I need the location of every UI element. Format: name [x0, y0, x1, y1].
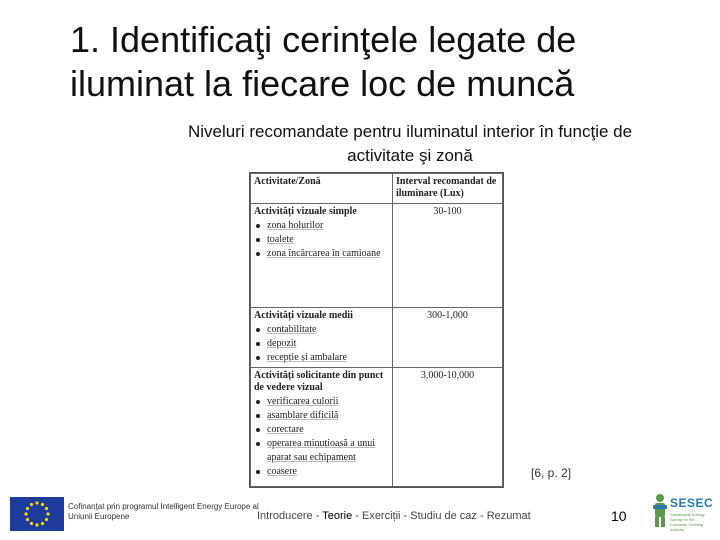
lux-range: 300-1,000	[427, 310, 468, 322]
list-item: verificarea culorii	[267, 395, 389, 409]
list-item: toalete	[267, 233, 389, 247]
sesec-figure-icon	[650, 493, 670, 529]
table-row	[251, 368, 503, 487]
activity-list	[254, 323, 389, 365]
page-number: 10	[611, 508, 627, 524]
activity-cell	[251, 204, 393, 308]
group-heading: Activități solicitante din punct de vedere vizual	[254, 370, 384, 394]
list-item: contabilitate	[267, 323, 389, 337]
eu-stars-icon	[10, 497, 64, 531]
activity-list	[254, 395, 389, 479]
lux-table	[250, 173, 503, 487]
nav-theory-active[interactable]: Teorie	[322, 510, 353, 522]
eu-cofinancing-note: Cofinanţat prin programul Intelligent Energy Europe al Uniunii Europene	[68, 502, 259, 521]
list-item: zona încărcarea în camioane	[267, 247, 389, 261]
slide-subtitle	[110, 120, 710, 168]
sesec-logo-text: SESEC	[670, 496, 714, 510]
section-navigation	[257, 510, 531, 522]
group-heading: Activități vizuale simple	[254, 206, 357, 218]
group-heading: Activități vizuale medii	[254, 310, 353, 322]
list-item: recepție și ambalare	[267, 351, 389, 365]
header-lux-range: Interval recomandat de iluminare (Lux)	[393, 174, 503, 204]
eu-flag-icon	[10, 497, 64, 531]
activity-cell	[251, 368, 393, 487]
range-cell	[393, 204, 503, 308]
activity-list	[254, 219, 389, 261]
list-item: coasere	[267, 465, 389, 479]
list-item: zona holurilor	[267, 219, 389, 233]
slide-title	[70, 18, 700, 106]
lux-range: 3,000-10,000	[420, 370, 475, 382]
header-activity: Activitate/Zonă	[251, 174, 393, 204]
slide-subtitle-line-1: Niveluri recomandate pentru iluminatul interior în funcţie de	[187, 122, 633, 141]
sesec-logo-subtext: Sustainable Energy Saving for the European Clothing Industry	[670, 512, 705, 532]
list-item: corectare	[267, 423, 389, 437]
source-citation: [6, p. 2]	[531, 466, 572, 480]
slide-title-line-2: iluminat la fiecare loc de muncă	[70, 63, 575, 104]
range-cell	[393, 368, 503, 487]
nav-rest[interactable]: - Exerciții - Studiu de caz - Rezumat	[352, 510, 531, 522]
slide-title-line-1: 1. Identificaţi cerinţele legate de	[70, 19, 577, 60]
table-row	[251, 308, 503, 368]
table-row	[251, 204, 503, 308]
nav-intro[interactable]: Introducere -	[257, 510, 323, 522]
activity-cell	[251, 308, 393, 368]
range-cell	[393, 308, 503, 368]
list-item: operarea minuțioasă a unui aparat sau echipament	[267, 437, 389, 465]
lux-range: 30-100	[433, 206, 462, 218]
slide-subtitle-line-2: activitate şi zonă	[347, 146, 473, 165]
list-item: depozit	[267, 337, 389, 351]
list-item: asamblare dificilă	[267, 409, 389, 423]
table-header-row	[251, 174, 503, 204]
lux-table-image	[249, 172, 504, 488]
